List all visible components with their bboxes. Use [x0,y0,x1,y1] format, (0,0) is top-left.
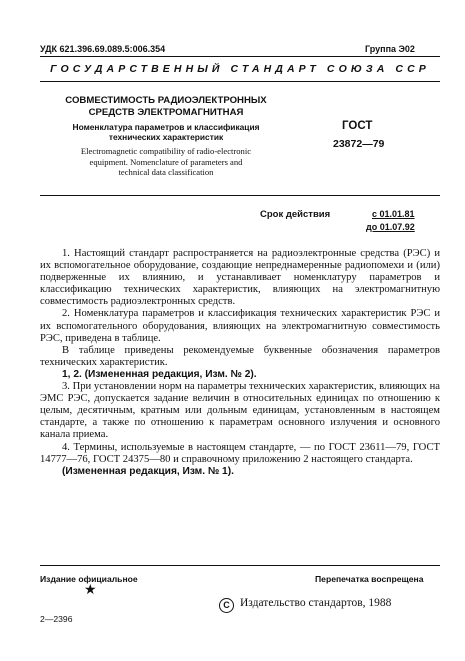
title-english-line: Electromagnetic compatibility of radio-electronic [80,146,252,156]
group-code: Группа Э02 [365,44,415,54]
amendment-note: (Измененная редакция, Изм. № 1). [62,465,234,477]
paragraph: В таблице приведены рекомендуемые буквенные обозначения параметров технических характеристик. [40,344,440,368]
divider [40,81,440,82]
paragraph: 3. При установлении норм на параметры технических характеристик, влияющих на ЭМС РЭС, допускается задание величин в относительных единицах по отношению к целым, десятичным, кратным или дольным единицам, установленным в настоящем стандарте, а также по отношению к параметрам основного излучения и основного канала приема. [40,381,440,441]
subtitle-russian-line: технических характеристик [108,132,224,142]
validity-to: до 01.07.92 [366,222,415,232]
reprint-notice: Перепечатка воспрещена [315,574,424,584]
copyright-icon: C [219,598,234,613]
paragraph: 4. Термины, используемые в настоящем стандарте, — по ГОСТ 23611—79, ГОСТ 14777—76, ГОСТ 24375—80 и справочному приложению 2 настоящего стандарта. [40,441,440,465]
divider [40,56,440,57]
copyright-line [219,597,391,613]
paragraph: 1. Настоящий стандарт распространяется на радиоэлектронные средства (РЭС) и их вспомогательное оборудование, создающие непреднамеренные радиопомехи и (или) подверженные их влиянию, и устанавливает номенклатуру параметров и классификацию технических характеристик, влияющих на электромагнитную совместимость радиоэлектронных средств. [40,248,440,308]
gost-number: 23872—79 [333,138,385,150]
divider [40,565,440,566]
print-code: 2—2396 [40,614,73,624]
subtitle-russian [48,122,284,142]
udk-code: УДК 621.396.69.089.5:006.354 [40,44,166,54]
divider [40,195,440,196]
validity-label: Срок действия [260,209,331,220]
subtitle-russian-line: Номенклатура параметров и классификация [72,122,260,132]
amendment-note: 1, 2. (Измененная редакция, Изм. № 2). [62,368,257,380]
title-english [48,146,284,178]
title-english-line: technical data classification [118,167,214,178]
validity-from: с 01.01.81 [372,209,415,219]
title-english-line: equipment. Nomenclature of parameters and [89,156,243,167]
state-standard-heading: ГОСУДАРСТВЕННЫЙ СТАНДАРТ СОЮЗА ССР [50,63,430,75]
gost-label: ГОСТ [342,120,373,132]
title-russian-line: СРЕДСТВ ЭЛЕКТРОМАГНИТНАЯ [88,107,244,118]
copyright-text: Издательство стандартов, 1988 [240,597,392,609]
title-russian-line: СОВМЕСТИМОСТЬ РАДИОЭЛЕКТРОННЫХ [65,95,267,106]
body-text [40,248,440,478]
edition-label: Издание официальное [40,574,138,584]
title-russian [48,95,284,119]
paragraph: 2. Номенклатура параметров и классификация технических характеристик РЭС и их вспомогательного оборудования, влияющих на электромагнитную совместимость РЭС, приведена в таблице. [40,308,440,344]
star-icon: ★ [84,583,97,598]
